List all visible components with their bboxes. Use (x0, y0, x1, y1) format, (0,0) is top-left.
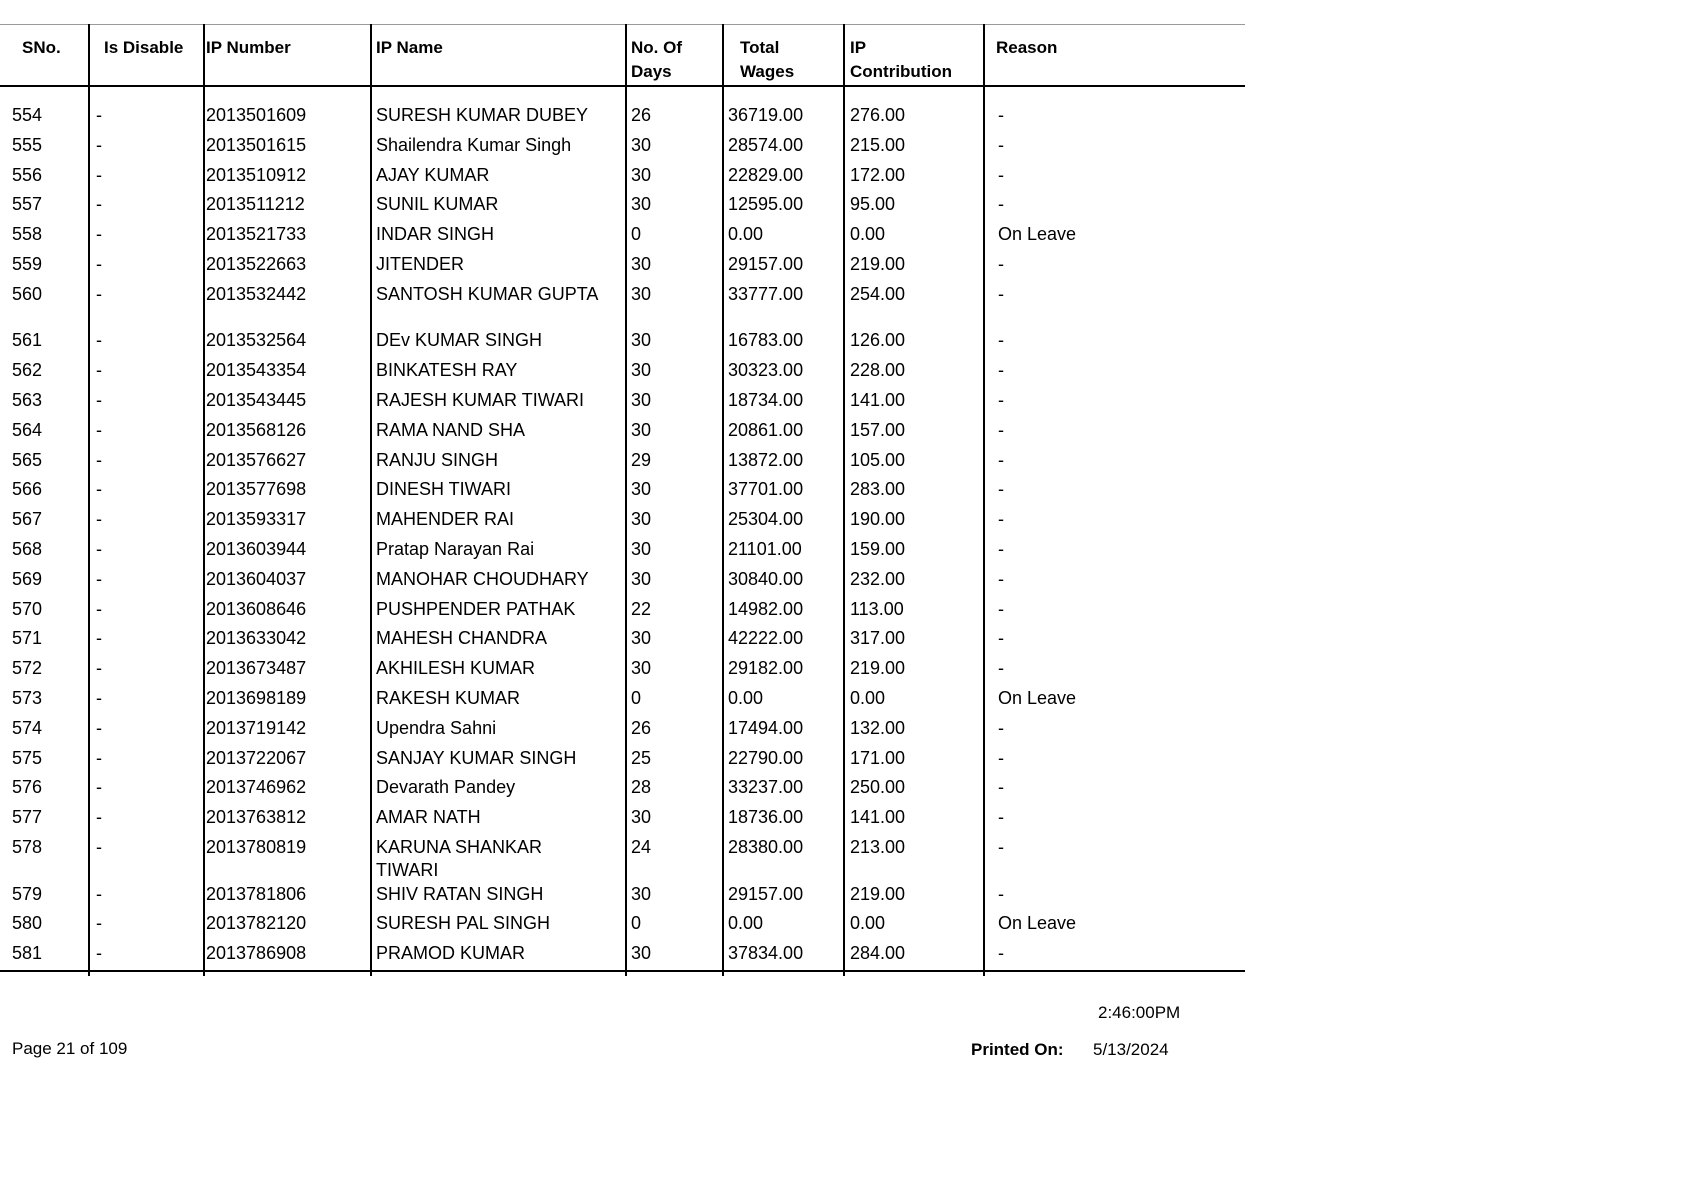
cell-ip-contribution: 284.00 (850, 943, 906, 964)
cell-ip-contribution: 213.00 (850, 836, 906, 857)
cell-ip-name: AJAY KUMAR (376, 164, 490, 185)
table-row (0, 281, 1245, 328)
cell-ip-name: BINKATESH RAY (376, 360, 518, 381)
cell-ip-name: PRAMOD KUMAR (376, 943, 526, 964)
table-row (0, 834, 1245, 881)
printed-on-label: Printed On: (971, 1040, 1064, 1059)
cell-is-disable: - (96, 134, 102, 155)
cell-total-wages: 22829.00 (728, 164, 804, 185)
cell-total-wages: 33777.00 (728, 283, 804, 304)
cell-reason: - (998, 194, 1004, 215)
cell-ip-number: 2013698189 (206, 687, 307, 708)
cell-no-of-days: 30 (631, 330, 652, 351)
header-bottom-rule (0, 85, 1245, 87)
header-ip-contribution-line2: Contribution (850, 62, 952, 81)
cell-ip-number: 2013543445 (206, 389, 307, 410)
table-row (0, 387, 1245, 417)
cell-no-of-days: 0 (631, 913, 642, 934)
cell-sno: 571 (12, 628, 43, 649)
cell-total-wages: 0.00 (728, 687, 764, 708)
cell-ip-number: 2013781806 (206, 883, 307, 904)
cell-sno: 579 (12, 883, 43, 904)
table-row (0, 715, 1245, 745)
cell-sno: 570 (12, 598, 43, 619)
cell-sno: 577 (12, 807, 43, 828)
cell-ip-number: 2013604037 (206, 568, 307, 589)
cell-ip-name: DINESH TIWARI (376, 479, 512, 500)
cell-is-disable: - (96, 777, 102, 798)
cell-ip-contribution: 132.00 (850, 717, 906, 738)
table-row (0, 745, 1245, 775)
table-row (0, 162, 1245, 192)
cell-sno: 572 (12, 658, 43, 679)
table-row (0, 417, 1245, 447)
cell-sno: 556 (12, 164, 43, 185)
header-sno: SNo. (22, 38, 61, 57)
cell-ip-number: 2013780819 (206, 836, 307, 857)
cell-total-wages: 29182.00 (728, 658, 804, 679)
header-ip-name: IP Name (376, 38, 443, 57)
cell-ip-name: RANJU SINGH (376, 449, 499, 470)
header-ip-contribution-line1: IP (850, 38, 867, 57)
cell-sno: 560 (12, 283, 43, 304)
cell-is-disable: - (96, 658, 102, 679)
cell-total-wages: 12595.00 (728, 194, 804, 215)
cell-ip-name: RAJESH KUMAR TIWARI (376, 389, 585, 410)
header-total-wages-line1: Total (740, 38, 780, 57)
cell-ip-number: 2013501615 (206, 134, 307, 155)
cell-ip-contribution: 95.00 (850, 194, 896, 215)
cell-sno: 567 (12, 509, 43, 530)
table-row (0, 251, 1245, 281)
cell-reason: - (998, 883, 1004, 904)
cell-ip-number: 2013532442 (206, 283, 307, 304)
cell-ip-contribution: 105.00 (850, 449, 906, 470)
cell-is-disable: - (96, 598, 102, 619)
cell-reason: - (998, 389, 1004, 410)
cell-ip-name: Devarath Pandey (376, 777, 516, 798)
cell-ip-contribution: 254.00 (850, 283, 906, 304)
cell-total-wages: 25304.00 (728, 509, 804, 530)
cell-is-disable: - (96, 164, 102, 185)
cell-sno: 581 (12, 943, 43, 964)
printed-date: 5/13/2024 (1093, 1040, 1169, 1059)
cell-ip-contribution: 250.00 (850, 777, 906, 798)
cell-no-of-days: 22 (631, 598, 652, 619)
cell-total-wages: 13872.00 (728, 449, 804, 470)
cell-ip-name: KARUNA SHANKAR TIWARI (376, 836, 543, 880)
cell-no-of-days: 0 (631, 687, 642, 708)
cell-ip-contribution: 126.00 (850, 330, 906, 351)
cell-sno: 563 (12, 389, 43, 410)
cell-ip-name: MAHENDER RAI (376, 509, 515, 530)
cell-ip-name: SURESH PAL SINGH (376, 913, 551, 934)
cell-total-wages: 37834.00 (728, 943, 804, 964)
cell-total-wages: 36719.00 (728, 105, 804, 125)
table-row (0, 596, 1245, 626)
cell-is-disable: - (96, 568, 102, 589)
cell-sno: 568 (12, 538, 43, 559)
cell-reason: - (998, 568, 1004, 589)
cell-ip-contribution: 215.00 (850, 134, 906, 155)
table-body (0, 102, 1245, 970)
cell-ip-name: SANTOSH KUMAR GUPTA (376, 283, 599, 304)
cell-total-wages: 29157.00 (728, 253, 804, 274)
cell-ip-contribution: 0.00 (850, 913, 886, 934)
table-row (0, 910, 1245, 940)
cell-no-of-days: 26 (631, 717, 652, 738)
cell-ip-contribution: 157.00 (850, 419, 906, 440)
printed-time: 2:46:00PM (1098, 1003, 1181, 1022)
cell-reason: - (998, 943, 1004, 964)
header-no-of-days (631, 36, 682, 84)
cell-reason: - (998, 330, 1004, 351)
cell-no-of-days: 30 (631, 883, 652, 904)
cell-ip-name: INDAR SINGH (376, 224, 495, 245)
cell-ip-name: DEv KUMAR SINGH (376, 330, 543, 351)
table-row (0, 357, 1245, 387)
cell-total-wages: 20861.00 (728, 419, 804, 440)
page-number: Page 21 of 109 (12, 1039, 128, 1058)
cell-no-of-days: 25 (631, 747, 652, 768)
cell-ip-name: SUNIL KUMAR (376, 194, 499, 215)
cell-sno: 561 (12, 330, 43, 351)
cell-reason: On Leave (998, 913, 1077, 934)
cell-ip-contribution: 159.00 (850, 538, 906, 559)
cell-no-of-days: 30 (631, 360, 652, 381)
cell-ip-contribution: 219.00 (850, 658, 906, 679)
cell-no-of-days: 30 (631, 194, 652, 215)
cell-sno: 574 (12, 717, 43, 738)
cell-total-wages: 29157.00 (728, 883, 804, 904)
cell-ip-number: 2013608646 (206, 598, 307, 619)
cell-reason: - (998, 538, 1004, 559)
cell-ip-number: 2013543354 (206, 360, 307, 381)
cell-no-of-days: 30 (631, 419, 652, 440)
cell-is-disable: - (96, 509, 102, 530)
cell-sno: 580 (12, 913, 43, 934)
cell-ip-contribution: 190.00 (850, 509, 906, 530)
cell-no-of-days: 30 (631, 658, 652, 679)
cell-ip-name: Upendra Sahni (376, 717, 497, 738)
cell-reason: - (998, 717, 1004, 738)
cell-total-wages: 21101.00 (728, 538, 802, 559)
cell-no-of-days: 30 (631, 253, 652, 274)
cell-sno: 575 (12, 747, 43, 768)
table-row (0, 536, 1245, 566)
cell-ip-contribution: 317.00 (850, 628, 906, 649)
cell-ip-contribution: 171.00 (850, 747, 906, 768)
table-row (0, 881, 1245, 911)
cell-ip-name: MAHESH CHANDRA (376, 628, 548, 649)
cell-is-disable: - (96, 687, 102, 708)
cell-is-disable: - (96, 836, 102, 857)
cell-is-disable: - (96, 747, 102, 768)
cell-total-wages: 37701.00 (728, 479, 804, 500)
table-row (0, 221, 1245, 251)
cell-sno: 559 (12, 253, 43, 274)
cell-sno: 573 (12, 687, 43, 708)
cell-total-wages: 33237.00 (728, 777, 804, 798)
cell-is-disable: - (96, 283, 102, 304)
cell-ip-name: Pratap Narayan Rai (376, 538, 535, 559)
table-row (0, 191, 1245, 221)
cell-reason: - (998, 777, 1004, 798)
table-row (0, 566, 1245, 596)
cell-ip-number: 2013763812 (206, 807, 307, 828)
cell-ip-contribution: 228.00 (850, 360, 906, 381)
cell-ip-number: 2013521733 (206, 224, 307, 245)
cell-reason: - (998, 807, 1004, 828)
cell-no-of-days: 28 (631, 777, 652, 798)
table-row (0, 476, 1245, 506)
cell-ip-number: 2013633042 (206, 628, 307, 649)
cell-ip-number: 2013603944 (206, 538, 307, 559)
cell-reason: - (998, 509, 1004, 530)
cell-sno: 566 (12, 479, 43, 500)
table-row (0, 506, 1245, 536)
cell-reason: - (998, 105, 1004, 125)
cell-sno: 578 (12, 836, 43, 857)
cell-ip-contribution: 219.00 (850, 883, 906, 904)
cell-sno: 564 (12, 419, 43, 440)
cell-ip-contribution: 141.00 (850, 807, 906, 828)
cell-total-wages: 28380.00 (728, 836, 804, 857)
cell-total-wages: 18736.00 (728, 807, 804, 828)
cell-reason: - (998, 747, 1004, 768)
cell-no-of-days: 30 (631, 943, 652, 964)
cell-ip-name: SHIV RATAN SINGH (376, 883, 544, 904)
cell-ip-contribution: 141.00 (850, 389, 906, 410)
cell-ip-name: MANOHAR CHOUDHARY (376, 568, 589, 589)
cell-is-disable: - (96, 330, 102, 351)
table-row (0, 132, 1245, 162)
cell-no-of-days: 30 (631, 568, 652, 589)
cell-sno: 558 (12, 224, 43, 245)
cell-no-of-days: 24 (631, 836, 652, 857)
header-no-of-days-line1: No. Of (631, 38, 682, 57)
cell-is-disable: - (96, 628, 102, 649)
cell-reason: On Leave (998, 687, 1077, 708)
cell-total-wages: 28574.00 (728, 134, 804, 155)
cell-ip-contribution: 0.00 (850, 687, 886, 708)
cell-ip-number: 2013510912 (206, 164, 307, 185)
header-no-of-days-line2: Days (631, 62, 672, 81)
cell-is-disable: - (96, 389, 102, 410)
cell-is-disable: - (96, 943, 102, 964)
cell-is-disable: - (96, 419, 102, 440)
cell-is-disable: - (96, 105, 102, 125)
cell-no-of-days: 0 (631, 224, 642, 245)
cell-ip-number: 2013568126 (206, 419, 307, 440)
cell-reason: - (998, 836, 1004, 857)
cell-reason: - (998, 479, 1004, 500)
table-top-rule (0, 24, 1245, 25)
cell-total-wages: 42222.00 (728, 628, 804, 649)
cell-ip-number: 2013719142 (206, 717, 307, 738)
cell-ip-contribution: 232.00 (850, 568, 906, 589)
cell-reason: - (998, 658, 1004, 679)
table-row (0, 804, 1245, 834)
cell-ip-name: RAKESH KUMAR (376, 687, 521, 708)
cell-is-disable: - (96, 449, 102, 470)
cell-total-wages: 14982.00 (728, 598, 804, 619)
cell-is-disable: - (96, 913, 102, 934)
cell-ip-number: 2013511212 (206, 194, 305, 215)
cell-ip-name: SURESH KUMAR DUBEY (376, 105, 589, 125)
cell-reason: On Leave (998, 224, 1077, 245)
cell-ip-name: AMAR NATH (376, 807, 481, 828)
cell-sno: 554 (12, 105, 43, 125)
cell-ip-number: 2013786908 (206, 943, 307, 964)
table-row (0, 655, 1245, 685)
header-ip-contribution (850, 36, 952, 84)
cell-ip-contribution: 276.00 (850, 105, 906, 125)
cell-reason: - (998, 598, 1004, 619)
cell-ip-name: SANJAY KUMAR SINGH (376, 747, 577, 768)
table-row (0, 625, 1245, 655)
table-bottom-rule (0, 970, 1245, 972)
cell-sno: 557 (12, 194, 43, 215)
cell-reason: - (998, 360, 1004, 381)
cell-ip-contribution: 283.00 (850, 479, 906, 500)
table-row (0, 102, 1245, 132)
cell-reason: - (998, 283, 1004, 304)
cell-total-wages: 30840.00 (728, 568, 804, 589)
cell-no-of-days: 29 (631, 449, 652, 470)
cell-ip-name: RAMA NAND SHA (376, 419, 526, 440)
header-reason: Reason (996, 38, 1058, 57)
cell-sno: 565 (12, 449, 43, 470)
cell-reason: - (998, 164, 1004, 185)
header-ip-number: IP Number (206, 38, 291, 57)
cell-ip-number: 2013532564 (206, 330, 307, 351)
cell-reason: - (998, 253, 1004, 274)
cell-sno: 569 (12, 568, 43, 589)
cell-ip-number: 2013577698 (206, 479, 307, 500)
cell-no-of-days: 30 (631, 628, 652, 649)
cell-reason: - (998, 419, 1004, 440)
cell-ip-number: 2013593317 (206, 509, 307, 530)
cell-ip-number: 2013673487 (206, 658, 307, 679)
cell-ip-name: Shailendra Kumar Singh (376, 134, 572, 155)
cell-total-wages: 18734.00 (728, 389, 804, 410)
cell-is-disable: - (96, 807, 102, 828)
table-row (0, 940, 1245, 970)
cell-no-of-days: 30 (631, 134, 652, 155)
header-total-wages-line2: Wages (740, 62, 795, 81)
cell-no-of-days: 26 (631, 105, 652, 125)
cell-is-disable: - (96, 717, 102, 738)
table-row (0, 327, 1245, 357)
cell-is-disable: - (96, 538, 102, 559)
cell-no-of-days: 30 (631, 807, 652, 828)
cell-ip-number: 2013501609 (206, 105, 307, 125)
table-row (0, 685, 1245, 715)
cell-no-of-days: 30 (631, 509, 652, 530)
cell-total-wages: 0.00 (728, 224, 764, 245)
cell-sno: 576 (12, 777, 43, 798)
cell-ip-contribution: 172.00 (850, 164, 906, 185)
cell-total-wages: 30323.00 (728, 360, 804, 381)
cell-is-disable: - (96, 883, 102, 904)
cell-total-wages: 16783.00 (728, 330, 804, 351)
table-row (0, 447, 1245, 477)
cell-is-disable: - (96, 360, 102, 381)
cell-ip-name: JITENDER (376, 253, 465, 274)
cell-no-of-days: 30 (631, 479, 652, 500)
cell-ip-number: 2013746962 (206, 777, 307, 798)
cell-ip-name: AKHILESH KUMAR (376, 658, 536, 679)
cell-total-wages: 22790.00 (728, 747, 804, 768)
cell-ip-contribution: 113.00 (850, 598, 904, 619)
cell-ip-contribution: 0.00 (850, 224, 886, 245)
cell-sno: 555 (12, 134, 43, 155)
cell-no-of-days: 30 (631, 538, 652, 559)
header-is-disable: Is Disable (104, 38, 184, 57)
cell-no-of-days: 30 (631, 164, 652, 185)
cell-no-of-days: 30 (631, 283, 652, 304)
cell-ip-number: 2013782120 (206, 913, 307, 934)
cell-ip-contribution: 219.00 (850, 253, 906, 274)
cell-ip-number: 2013522663 (206, 253, 307, 274)
cell-is-disable: - (96, 253, 102, 274)
cell-is-disable: - (96, 224, 102, 245)
table-row (0, 774, 1245, 804)
cell-reason: - (998, 449, 1004, 470)
cell-reason: - (998, 628, 1004, 649)
cell-sno: 562 (12, 360, 43, 381)
cell-is-disable: - (96, 479, 102, 500)
header-total-wages (728, 36, 794, 84)
cell-no-of-days: 30 (631, 389, 652, 410)
cell-reason: - (998, 134, 1004, 155)
cell-total-wages: 0.00 (728, 913, 764, 934)
cell-total-wages: 17494.00 (728, 717, 804, 738)
cell-is-disable: - (96, 194, 102, 215)
cell-ip-number: 2013722067 (206, 747, 307, 768)
cell-ip-name: PUSHPENDER PATHAK (376, 598, 576, 619)
cell-ip-number: 2013576627 (206, 449, 307, 470)
